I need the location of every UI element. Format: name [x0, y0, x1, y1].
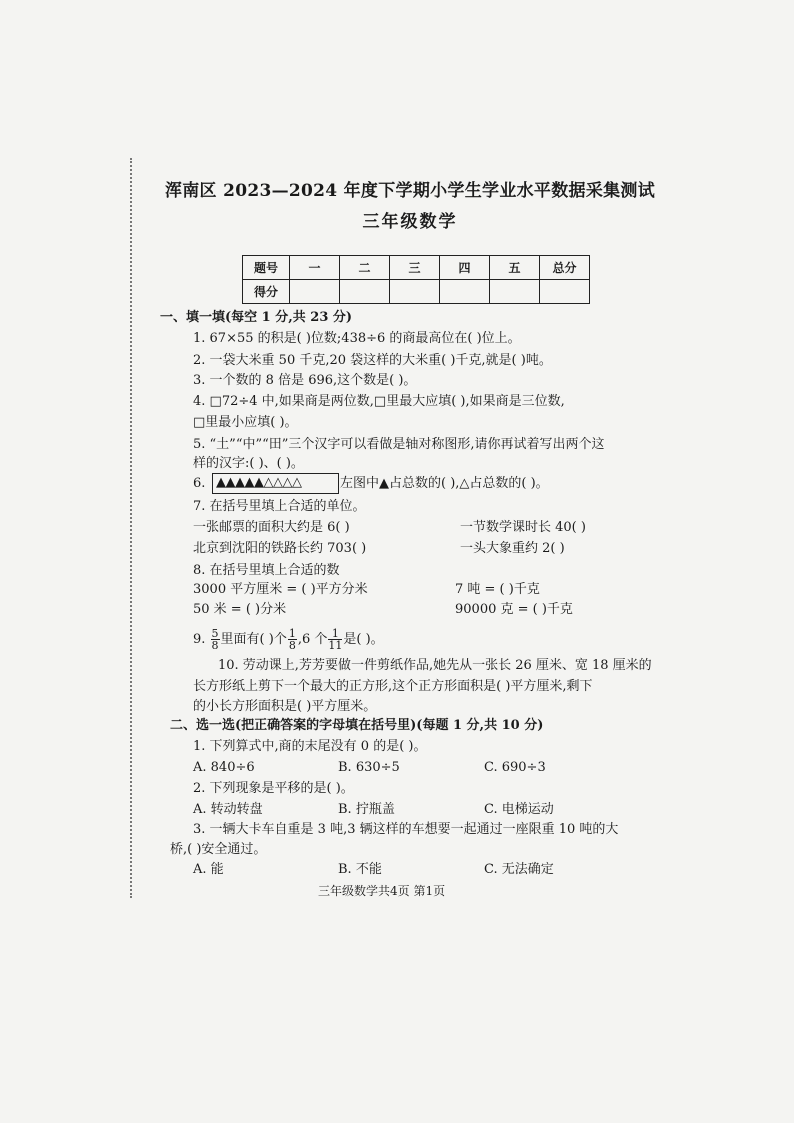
score-input-cell[interactable] [390, 280, 440, 304]
page-footer: 三年级数学共4页 第1页 [318, 884, 446, 898]
option-a: A. 能 [193, 862, 224, 877]
binding-margin-line [130, 158, 132, 898]
score-input-cell[interactable] [440, 280, 490, 304]
option-c: C. 电梯运动 [484, 802, 554, 817]
question-text: 里面有( )个 [220, 632, 287, 647]
question-text: 7. 在括号里填上合适的单位。 [193, 499, 366, 514]
score-cell: 一 [290, 256, 340, 280]
fraction [211, 628, 220, 651]
question-text: 4. □72÷4 中,如果商是两位数,□里最大应填( ),如果商是三位数, [193, 394, 565, 409]
page-title: 浑南区 2023—2024 年度下学期小学生学业水平数据采集测试 [164, 181, 656, 201]
question-9 [193, 628, 384, 651]
question-text: 北京到沈阳的铁路长约 703( ) [193, 541, 367, 556]
option-c: C. 690÷3 [484, 760, 546, 775]
question-text: 3. 一辆大卡车自重是 3 吨,3 辆这样的车想要一起通过一座限重 10 吨的大 [193, 822, 619, 837]
triangle-box [212, 473, 339, 494]
section2-heading: 二、选一选(把正确答案的字母填在括号里)(每题 1 分,共 10 分) [170, 718, 544, 733]
fraction-numerator: 1 [288, 627, 296, 640]
question-number: 9. [193, 632, 206, 647]
score-table-header-row [243, 256, 590, 280]
question-number: 6. [193, 476, 206, 491]
question-text: 3000 平方厘米 = ( )平方分米 [193, 582, 368, 597]
fraction-denominator: 8 [211, 639, 219, 652]
question-text: 2. 下列现象是平移的是( )。 [193, 781, 354, 796]
score-cell: 得分 [243, 280, 290, 304]
question-text: 8. 在括号里填上合适的数 [193, 563, 340, 578]
question-text: 一节数学课时长 40( ) [460, 520, 586, 535]
question-text: 10. 劳动课上,芳芳要做一件剪纸作品,她先从一张长 26 厘米、宽 18 厘米的 [218, 658, 652, 673]
question-text: 1. 67×55 的积是( )位数;438÷6 的商最高位在( )位上。 [193, 331, 521, 346]
question-text: 2. 一袋大米重 50 千克,20 袋这样的大米重( )千克,就是( )吨。 [193, 353, 552, 368]
score-cell: 总分 [540, 256, 590, 280]
fraction-numerator: 5 [211, 627, 219, 640]
score-input-cell[interactable] [490, 280, 540, 304]
question-text: 50 米 = ( )分米 [193, 602, 287, 617]
score-cell: 三 [390, 256, 440, 280]
question-text: 一张邮票的面积大约是 6( ) [193, 520, 350, 535]
question-text: 1. 下列算式中,商的末尾没有 0 的是( )。 [193, 739, 427, 754]
fraction [328, 628, 342, 651]
fraction-denominator: 11 [328, 639, 343, 652]
score-input-cell[interactable] [340, 280, 390, 304]
score-cell: 四 [440, 256, 490, 280]
option-a: A. 840÷6 [193, 760, 255, 775]
score-input-cell[interactable] [290, 280, 340, 304]
triangle-icons: ▲▲▲▲▲△△△△ [216, 475, 302, 490]
score-cell: 五 [490, 256, 540, 280]
question-text: 一头大象重约 2( ) [460, 541, 565, 556]
question-text: □里最小应填( )。 [193, 415, 298, 430]
section1-heading: 一、填一填(每空 1 分,共 23 分) [160, 310, 353, 325]
fraction-denominator: 8 [288, 639, 296, 652]
fraction [288, 628, 297, 651]
question-text: 90000 克 = ( )千克 [455, 602, 573, 617]
score-table-score-row [243, 280, 590, 304]
question-text: 7 吨 = ( )千克 [455, 582, 540, 597]
question-text: 桥,( )安全通过。 [170, 842, 267, 857]
question-text: 是( )。 [343, 632, 384, 647]
question-text: 左图中▲占总数的( ),△占总数的( )。 [340, 476, 549, 491]
question-text: 的小长方形面积是( )平方厘米。 [193, 699, 377, 714]
page-subtitle: 三年级数学 [362, 212, 458, 232]
option-b: B. 630÷5 [338, 760, 400, 775]
score-input-cell[interactable] [540, 280, 590, 304]
option-a: A. 转动转盘 [193, 802, 263, 817]
option-b: B. 不能 [338, 862, 382, 877]
question-text: 样的汉字:( )、( )。 [193, 456, 304, 471]
question-text: 5. “土”“中”“田”三个汉字可以看做是轴对称图形,请你再试着写出两个这 [193, 437, 605, 452]
fraction-numerator: 1 [328, 628, 342, 640]
option-b: B. 拧瓶盖 [338, 802, 395, 817]
question-text: 长方形纸上剪下一个最大的正方形,这个正方形面积是( )平方厘米,剩下 [193, 679, 593, 694]
question-text: ,6 个 [297, 632, 328, 647]
score-cell: 二 [340, 256, 390, 280]
score-cell: 题号 [243, 256, 290, 280]
question-text: 3. 一个数的 8 倍是 696,这个数是( )。 [193, 373, 417, 388]
score-table [242, 255, 590, 304]
option-c: C. 无法确定 [484, 862, 554, 877]
